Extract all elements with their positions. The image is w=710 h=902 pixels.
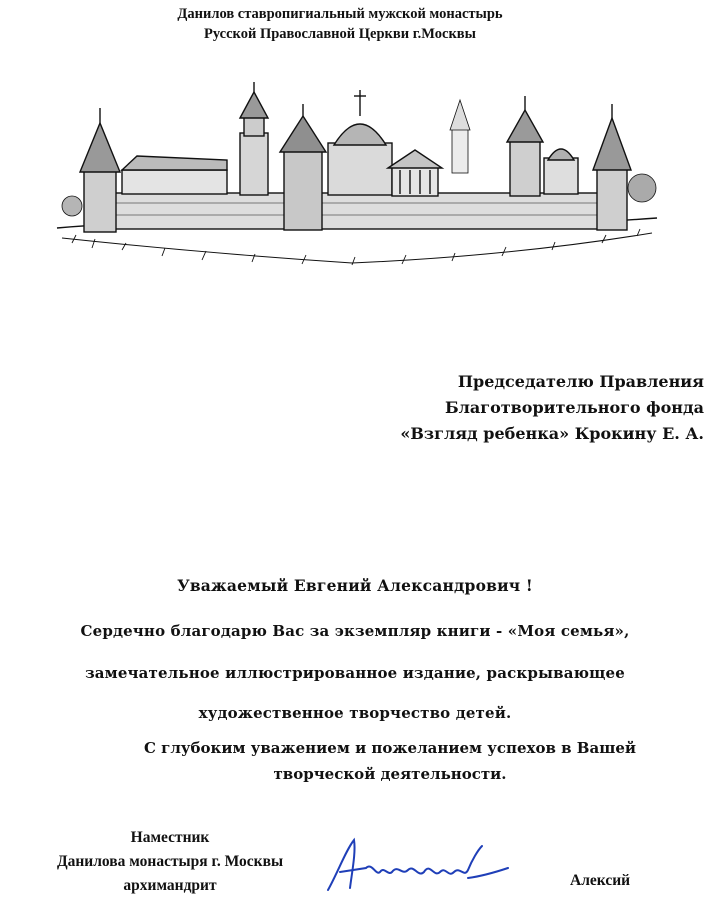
addressee-line-2: Благотворительного фонда <box>444 398 704 417</box>
signatory-title-line-3: архимандрит <box>123 877 217 894</box>
letterhead-line-2: Русской Православной Церкви г.Москвы <box>204 26 476 42</box>
addressee-block <box>274 369 704 447</box>
closing <box>80 735 700 787</box>
body-line-1: Сердечно благодарю Вас за экземпляр книги - «Моя семья», <box>80 622 630 640</box>
greeting: Уважаемый Евгений Александрович ! <box>177 576 533 595</box>
signatory-title-line-1: Наместник <box>130 829 210 846</box>
signatory-name: Алексий <box>570 872 631 889</box>
addressee-line-3: «Взгляд ребенка» Крокину Е. А. <box>400 424 704 443</box>
closing-line-2: творческой деятельности. <box>273 765 507 783</box>
closing-line-1: С глубоким уважением и пожеланием успехов в Вашей <box>144 739 636 757</box>
handwritten-signature-icon <box>318 832 528 902</box>
body-line-2: замечательное иллюстрированное издание, раскрывающее <box>85 664 625 682</box>
letterhead-line-1: Данилов ставропигиальный мужской монастырь <box>177 6 503 22</box>
addressee-line-1: Председателю Правления <box>457 372 704 391</box>
letterhead <box>60 4 620 44</box>
signatory-title <box>0 826 340 898</box>
monastery-engraving-icon <box>52 78 662 274</box>
body-line-3: художественное творчество детей. <box>198 704 512 722</box>
signatory-title-line-2: Данилова монастыря г. Москвы <box>56 853 284 870</box>
